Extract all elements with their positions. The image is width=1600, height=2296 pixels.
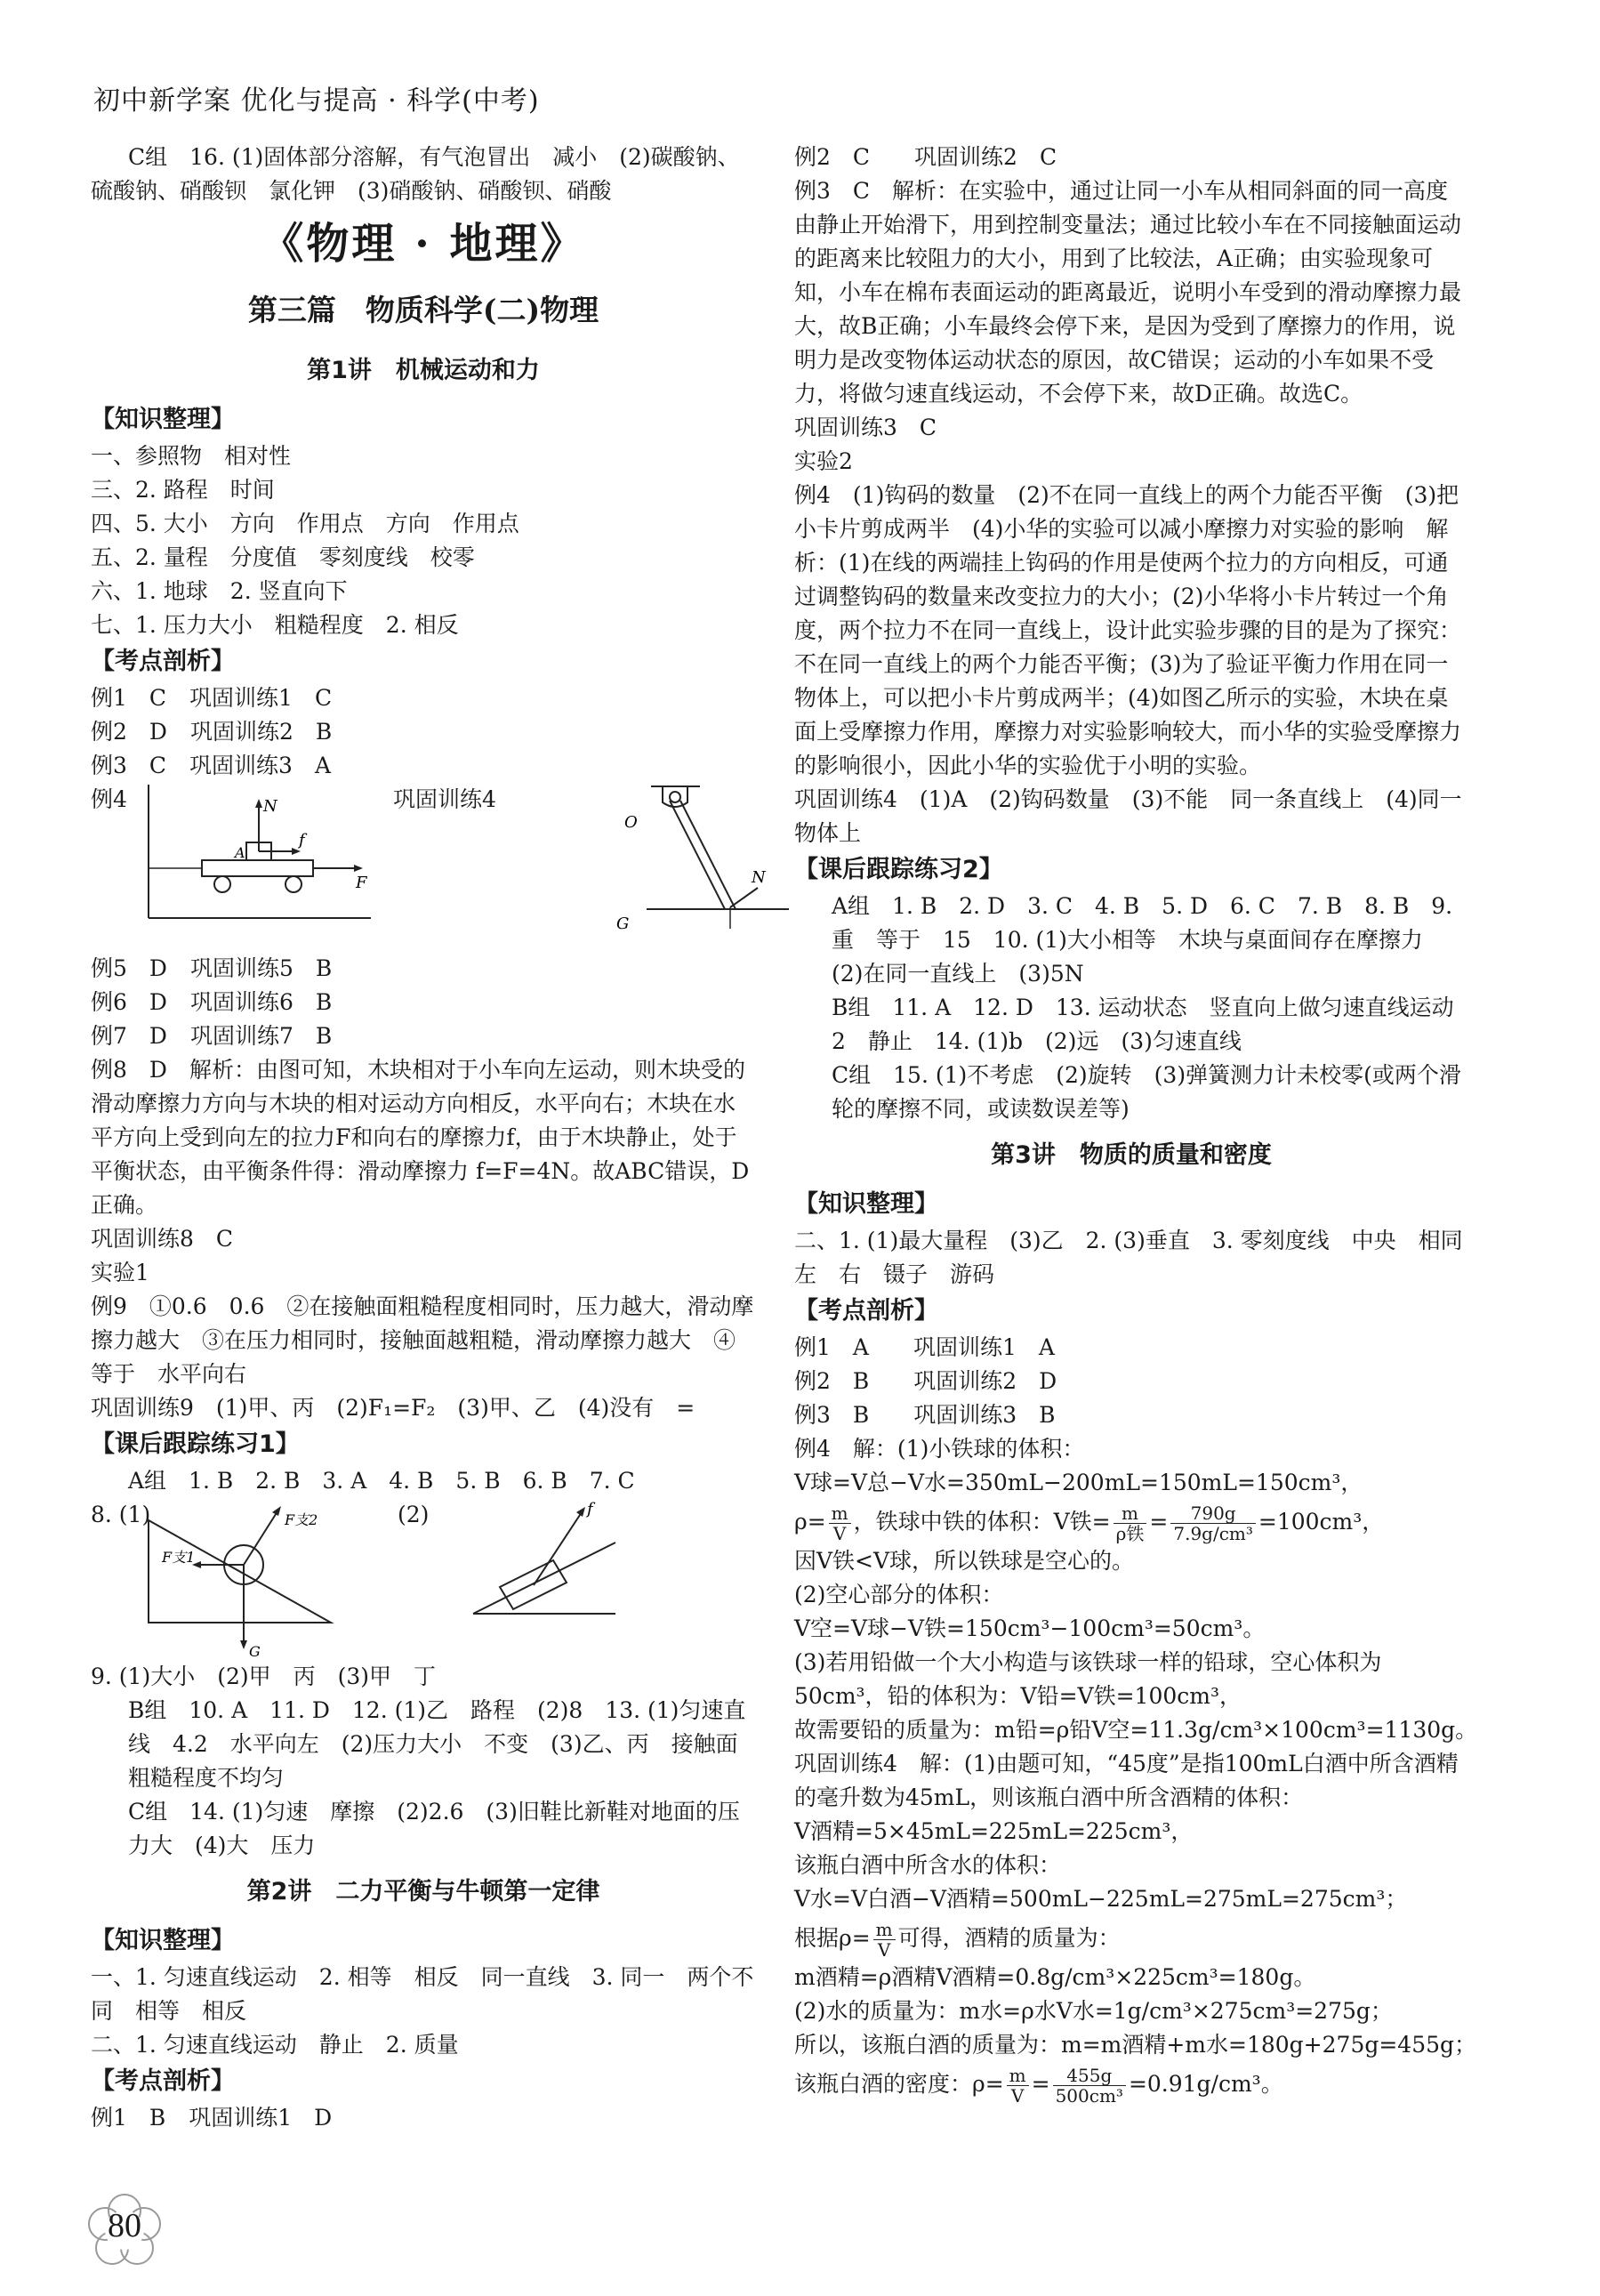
answer-line: 例3 B 巩固训练3 B: [794, 1402, 1056, 1428]
exercise-label: 巩固训练4: [393, 786, 496, 812]
page-number: 80: [108, 2207, 141, 2244]
answer-line: A组 1. B 2. D 3. C 4. B 5. D 6. C 7. B 8. B 9. 重 等于 15 10. (1)大小相等 木块与桌面间存在摩擦力 (2)在同一直线上 (3)5N: [832, 893, 1453, 987]
experiment-heading: 实验2: [794, 448, 853, 474]
formula-text: 可得，酒精的质量为：: [897, 1925, 1121, 1951]
answer-line: 一、参照物 相对性: [91, 443, 292, 469]
force-label-N: N: [752, 868, 766, 887]
exercise-answer: 巩固训练9 (1)甲、丙 (2)F₁=F₂ (3)甲、乙 (4)没有 =: [91, 1395, 695, 1421]
answer-line: B组 11. A 12. D 13. 运动状态 竖直向上做匀速直线运动 2 静止 14. (1)b (2)远 (3)匀速直线: [832, 995, 1476, 1054]
fraction: $\frac{455g}{\text{500cm³}}$: [1053, 2066, 1126, 2106]
formula-line: (3)若用铅做一个大小构造与该铁球一样的铅球，空心体积为50cm³，铅的体积为：V铅=V铁=100cm³，: [794, 1649, 1382, 1709]
example-answer: 例6 D: [91, 989, 167, 1015]
figure-row-q8: [91, 1498, 756, 1660]
volume-title: 《物理 · 地理》: [261, 219, 586, 269]
cart-force-diagram: [144, 785, 375, 949]
formula-line: V空=V球−V铁=150cm³−100cm³=50cm³。: [794, 1615, 1266, 1641]
explanation-paragraph: 例3 C 解析：在实验中，通过让同一小车从相同斜面的同一高度由静止开始滑下，用到控制变量法；通过比较小车在不同接触面运动的距离来比较阻力的大小，用到了比较法，A正确；由实验现象可知，小车在棉布表面运动的距离最近，说明小车受到的滑动摩擦力最大，故B正确；小车最终会停下来，是因为受到了摩擦力的作用，说明力是改变物体运动状态的原因，故C错误；运动的小车如果不受力，将做匀速直线运动，不会停下来，故D正确。故选C。: [794, 178, 1462, 407]
answer-line: A组 1. B 2. B 3. A 4. B 5. B 6. B 7. C: [128, 1468, 635, 1494]
answer-line: C组 14. (1)匀速 摩擦 (2)2.6 (3)旧鞋比新鞋对地面的压力大 (4)大 压力: [128, 1799, 740, 1858]
figure-row-example4: [91, 783, 766, 952]
answer-line: 六、1. 地球 2. 竖直向下: [91, 578, 348, 604]
formula-text: =: [1031, 2071, 1050, 2097]
answer-line: 二、1. 匀速直线运动 静止 2. 质量: [91, 2032, 459, 2058]
explanation-paragraph: 例4 (1)钩码的数量 (2)不在同一直线上的两个力能否平衡 (3)把小卡片剪成两半 (4)小华的实验可以减小摩擦力对实验的影响 解析：(1)在线的两端挂上钩码的作用是使两个拉力的方向相反，可通过调整钩码的数量来改变拉力的大小；(2)小华将小卡片转过一个角度，两个拉力不在同一直线上，设计此实验步骤的目的是为了探究：不在同一直线上的两个力能否平衡；(3)为了验证平衡力作用在同一物体上，可以把小卡片剪成两半；(4)如图乙所示的实验，木块在桌面上受摩擦力作用，摩擦力对实验影响较大，而小华的实验受摩擦力的影响很小，因此小华的实验优于小明的实验。: [794, 482, 1462, 778]
answer-line: 例2 B 巩固训练2 D: [794, 1368, 1057, 1394]
force-label-F: F: [356, 874, 367, 892]
answer-line: 9. (1)大小 (2)甲 丙 (3)甲 丁: [91, 1664, 437, 1689]
force-label-G: G: [249, 1643, 261, 1658]
section-heading: 【考点剖析】: [91, 648, 235, 675]
force-label-F2: F支2: [285, 1511, 318, 1528]
fraction: $\frac{m}{\text{ρ铁}}$: [1114, 1503, 1147, 1543]
formula-line: [794, 2062, 1468, 2107]
formula-line: 所以，该瓶白酒的质量为：m=m酒精+m水=180g+275g=455g；: [794, 2032, 1477, 2058]
lecture-title: 第3讲 物质的质量和密度: [991, 1141, 1272, 1169]
answer-line: 四、5. 大小 方向 作用点 方向 作用点: [91, 511, 519, 536]
pivot-label-O: O: [624, 813, 638, 832]
example-answer: 例1 C: [91, 685, 167, 711]
rod-force-diagram: [611, 785, 807, 949]
formula-line: [794, 1916, 1468, 1961]
part-title: 第三篇 物质科学(二)物理: [247, 293, 599, 327]
fraction: $\frac{m}{V}$: [873, 1920, 896, 1960]
lecture-title: 第2讲 二力平衡与牛顿第一定律: [246, 1878, 600, 1905]
example-answer: 例3 C: [91, 753, 167, 778]
answer-line: 二、1. (1)最大量程 (3)乙 2. (3)垂直 3. 零刻度线 中央 相同 左 右 镊子 游码: [794, 1228, 1485, 1287]
exercise-answer: 巩固训练2 B: [189, 719, 333, 745]
exercise-answer: 巩固训练3 C: [794, 415, 937, 440]
fraction: $\frac{m}{V}$: [829, 1503, 851, 1543]
exercise-answer: 巩固训练1 D: [189, 2105, 333, 2131]
formula-line: 因V铁<V球，所以铁球是空心的。: [794, 1548, 1135, 1574]
example-answer: 例1 B: [91, 2105, 166, 2131]
answer-line: 三、2. 路程 时间: [91, 477, 275, 503]
exercise-answer: 巩固训练6 B: [189, 989, 333, 1015]
formula-line: (2)空心部分的体积：: [794, 1582, 1004, 1607]
question-label: 8. (1): [91, 1502, 151, 1527]
force-label-F1: F支1: [162, 1549, 196, 1566]
exercise-answer: 巩固训练3 A: [189, 753, 332, 778]
block-label-A: A: [235, 844, 245, 861]
answer-line: 例4 解：(1)小铁球的体积：: [794, 1436, 1085, 1462]
answer-line: 五、2. 量程 分度值 零刻度线 校零: [91, 544, 475, 570]
formula-text: 该瓶白酒的密度：ρ=: [794, 2071, 1004, 2097]
running-header: 初中新学案 优化与提高 · 科学(中考): [93, 85, 540, 117]
exercise-answer: 巩固训练1 C: [189, 685, 333, 711]
formula-line: 故需要铅的质量为：m铅=ρ铅V空=11.3g/cm³×100cm³=1130g。: [794, 1717, 1478, 1743]
section-heading: 【知识整理】: [91, 406, 235, 433]
formula-text: ρ=: [794, 1509, 826, 1535]
example-answer: 例7 D: [91, 1023, 167, 1049]
answer-line: 例1 A 巩固训练1 A: [794, 1334, 1055, 1360]
example-answer: 例5 D: [91, 955, 167, 981]
force-label-G: G: [616, 914, 630, 933]
force-label-f: f: [587, 1500, 593, 1519]
answer-line: 一、1. 匀速直线运动 2. 相等 相反 同一直线 3. 同一 两个不同 相等 相反: [91, 1964, 754, 2024]
answer-line: 例2 C 巩固训练2 C: [794, 144, 1057, 170]
formula-text: =100cm³，: [1258, 1509, 1385, 1535]
formula-text: ，铁球中铁的体积：V铁=: [853, 1509, 1111, 1535]
question-label: (2): [398, 1502, 430, 1527]
experiment-heading: 实验1: [91, 1260, 149, 1285]
formula-line: V酒精=5×45mL=225mL=225cm³，: [794, 1818, 1194, 1844]
exercise-answer: 巩固训练8 C: [91, 1226, 234, 1252]
lecture-title: 第1讲 机械运动和力: [307, 357, 540, 384]
exercise-answer: 巩固训练5 B: [189, 955, 333, 981]
explanation-paragraph: 例8 D 解析：由图可知，木块相对于小车向左运动，则木块受的滑动摩擦力方向与木块的相对运动方向相反，水平向右；木块在水平方向上受到向左的拉力F和向右的摩擦力f，由于木块静止，处于平衡状态，由平衡条件得：滑动摩擦力 f=F=4N。故ABC错误，D正确。: [91, 1057, 750, 1218]
incline-block-diagram: [464, 1498, 624, 1623]
formula-line: [794, 1500, 1468, 1544]
fraction: $\frac{790g}{\text{7.9g/cm³}}$: [1170, 1503, 1256, 1543]
formula-line: V水=V白酒−V酒精=500mL−225mL=275mL=275cm³；: [794, 1886, 1408, 1912]
answer-line: C组 15. (1)不考虑 (2)旋转 (3)弹簧测力计未校零(或两个滑轮的摩擦不同，或读数误差等): [832, 1062, 1461, 1122]
exercise-answer: 巩固训练7 B: [189, 1023, 333, 1049]
formula-line: V球=V总−V水=350mL−200mL=150mL=150cm³，: [794, 1470, 1363, 1495]
force-label-N: N: [263, 797, 277, 816]
formula-text: =: [1149, 1509, 1169, 1535]
answer-line: 硫酸钠、硝酸钡 氯化钾 (3)硝酸钠、硝酸钡、硝酸: [91, 178, 612, 204]
page-number-badge: [80, 2184, 169, 2273]
section-heading: 【知识整理】: [794, 1190, 938, 1218]
explanation-paragraph: 例9 ①0.6 0.6 ②在接触面粗糙程度相同时，压力越大，滑动摩擦力越大 ③在压力相同时，接触面越粗糙，滑动摩擦力越大 ④等于 水平向右: [91, 1293, 754, 1387]
formula-line: m酒精=ρ酒精V酒精=0.8g/cm³×225cm³=180g。: [794, 1964, 1316, 1990]
force-label-f: f: [299, 831, 305, 850]
section-heading: 【考点剖析】: [794, 1297, 938, 1325]
formula-line: (2)水的质量为：m水=ρ水V水=1g/cm³×275cm³=275g；: [794, 1998, 1393, 2024]
formula-text: =0.91g/cm³。: [1128, 2071, 1283, 2097]
answer-line: C组 16. (1)固体部分溶解，有气泡冒出 减小 (2)碳酸钠、: [128, 144, 740, 170]
section-heading: 【考点剖析】: [91, 2067, 235, 2095]
example-label: 例4: [91, 786, 127, 812]
answer-line: 七、1. 压力大小 粗糙程度 2. 相反: [91, 612, 459, 638]
right-column: [794, 141, 1485, 2107]
explanation-paragraph: 巩固训练4 解：(1)由题可知，“45度”是指100mL白酒中所含酒精的毫升数为45mL，则该瓶白酒中所含酒精的体积：: [794, 1751, 1459, 1810]
example-answer: 例2 D: [91, 719, 167, 745]
formula-line: 该瓶白酒中所含水的体积：: [794, 1852, 1062, 1878]
answer-line: B组 10. A 11. D 12. (1)乙 路程 (2)8 13. (1)匀速直线 4.2 水平向左 (2)压力大小 不变 (3)乙、丙 接触面粗糙程度不均匀: [128, 1697, 746, 1791]
exercise-answer: 巩固训练4 (1)A (2)钩码数量 (3)不能 同一条直线上 (4)同一物体上: [794, 786, 1462, 846]
incline-ball-diagram: [144, 1498, 340, 1658]
left-column: [91, 141, 766, 2135]
section-heading: 【课后跟踪练习1】: [91, 1430, 300, 1458]
fraction: $\frac{m}{V}$: [1007, 2066, 1029, 2106]
formula-text: 根据ρ=: [794, 1925, 871, 1951]
section-heading: 【课后跟踪练习2】: [794, 856, 1003, 883]
section-heading: 【知识整理】: [91, 1927, 235, 1954]
